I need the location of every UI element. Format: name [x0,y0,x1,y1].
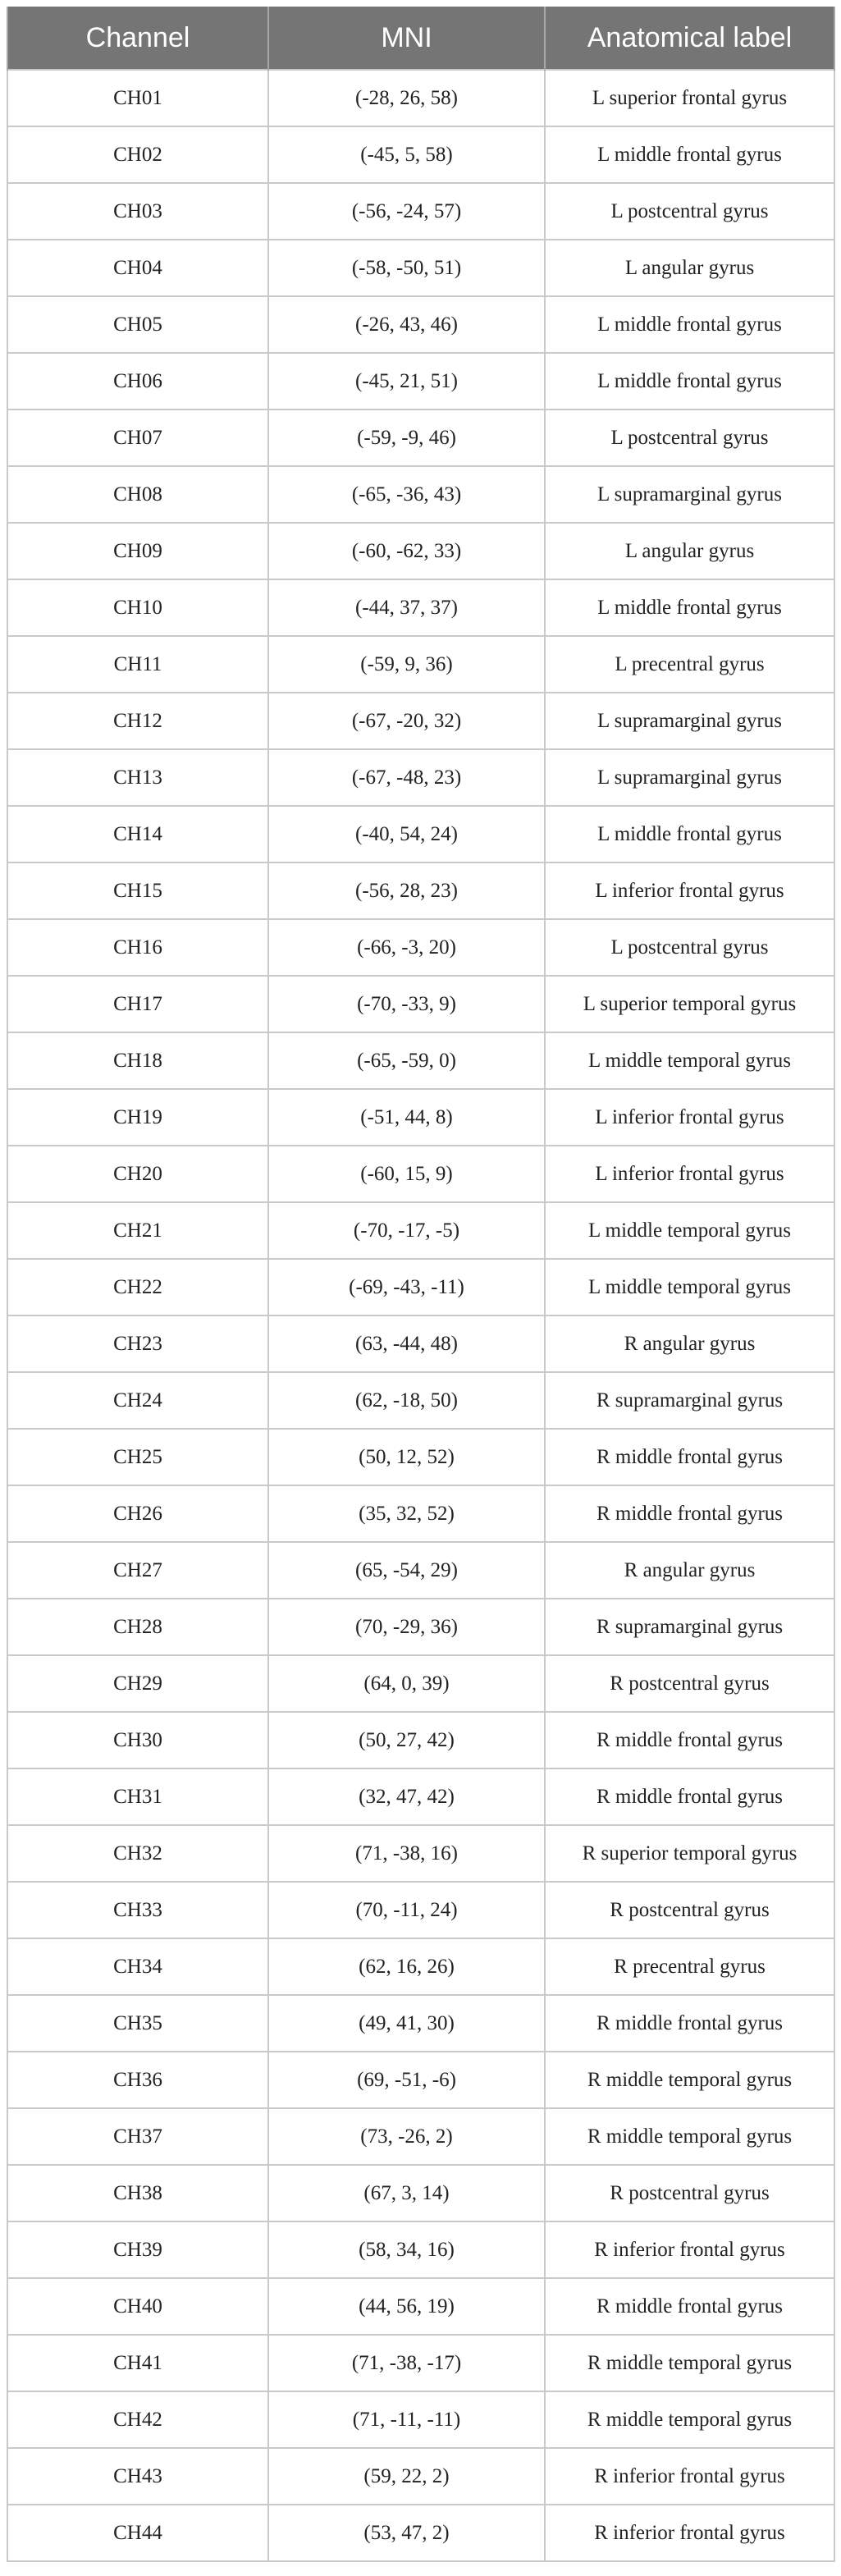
cell-mni: (-45, 5, 58) [268,126,545,183]
table-row [7,2278,834,2335]
table-row [7,1315,834,1372]
cell-mni: (-56, 28, 23) [268,862,545,919]
cell-channel: CH15 [7,862,268,919]
cell-channel: CH25 [7,1429,268,1485]
cell-anatomical-label: R middle frontal gyrus [545,1485,834,1542]
cell-mni: (63, -44, 48) [268,1315,545,1372]
cell-channel: CH39 [7,2221,268,2278]
table-row [7,1032,834,1089]
cell-anatomical-label: L angular gyrus [545,523,834,579]
cell-anatomical-label: L middle temporal gyrus [545,1202,834,1259]
table-row [7,1202,834,1259]
cell-channel: CH18 [7,1032,268,1089]
cell-channel: CH02 [7,126,268,183]
table-row [7,1372,834,1429]
cell-channel: CH38 [7,2165,268,2221]
table-row [7,2391,834,2448]
table-row [7,353,834,410]
cell-anatomical-label: R inferior frontal gyrus [545,2221,834,2278]
cell-mni: (-60, 15, 9) [268,1146,545,1202]
cell-mni: (-51, 44, 8) [268,1089,545,1146]
cell-channel: CH35 [7,1995,268,2052]
table-row [7,2221,834,2278]
cell-channel: CH26 [7,1485,268,1542]
cell-anatomical-label: L inferior frontal gyrus [545,1146,834,1202]
table-row [7,862,834,919]
table-row [7,2108,834,2165]
table-row [7,1768,834,1825]
cell-mni: (-44, 37, 37) [268,579,545,636]
table-body [7,70,834,2561]
cell-channel: CH37 [7,2108,268,2165]
table-row [7,523,834,579]
cell-anatomical-label: L postcentral gyrus [545,919,834,976]
cell-anatomical-label: R supramarginal gyrus [545,1372,834,1429]
cell-mni: (65, -54, 29) [268,1542,545,1599]
cell-anatomical-label: R middle frontal gyrus [545,1995,834,2052]
cell-channel: CH07 [7,410,268,466]
cell-mni: (67, 3, 14) [268,2165,545,2221]
table-row [7,126,834,183]
cell-channel: CH01 [7,70,268,126]
cell-mni: (70, -11, 24) [268,1882,545,1938]
cell-anatomical-label: L middle frontal gyrus [545,806,834,862]
cell-anatomical-label: R angular gyrus [545,1542,834,1599]
cell-mni: (-67, -48, 23) [268,749,545,806]
cell-channel: CH11 [7,636,268,693]
cell-anatomical-label: L inferior frontal gyrus [545,862,834,919]
table-row [7,1599,834,1655]
table-row [7,1429,834,1485]
cell-channel: CH36 [7,2052,268,2108]
cell-anatomical-label: L supramarginal gyrus [545,466,834,523]
cell-mni: (-67, -20, 32) [268,693,545,749]
cell-channel: CH22 [7,1259,268,1315]
table-row [7,70,834,126]
cell-anatomical-label: R middle frontal gyrus [545,2278,834,2335]
cell-channel: CH06 [7,353,268,410]
table-row [7,240,834,296]
cell-anatomical-label: L superior temporal gyrus [545,976,834,1032]
table-row [7,976,834,1032]
table-row [7,2052,834,2108]
cell-channel: CH16 [7,919,268,976]
cell-anatomical-label: R inferior frontal gyrus [545,2448,834,2505]
table-row [7,1825,834,1882]
cell-mni: (71, -38, -17) [268,2335,545,2391]
cell-anatomical-label: L supramarginal gyrus [545,749,834,806]
cell-anatomical-label: L postcentral gyrus [545,410,834,466]
table-row [7,2165,834,2221]
table-row [7,579,834,636]
cell-anatomical-label: L middle frontal gyrus [545,579,834,636]
channel-table [7,7,835,2562]
table-row [7,1995,834,2052]
cell-anatomical-label: R supramarginal gyrus [545,1599,834,1655]
cell-mni: (64, 0, 39) [268,1655,545,1712]
cell-anatomical-label: L precentral gyrus [545,636,834,693]
table-row [7,749,834,806]
cell-mni: (62, -18, 50) [268,1372,545,1429]
cell-channel: CH10 [7,579,268,636]
cell-channel: CH08 [7,466,268,523]
cell-anatomical-label: R superior temporal gyrus [545,1825,834,1882]
cell-mni: (-45, 21, 51) [268,353,545,410]
cell-anatomical-label: R middle temporal gyrus [545,2391,834,2448]
cell-anatomical-label: R middle frontal gyrus [545,1429,834,1485]
cell-mni: (73, -26, 2) [268,2108,545,2165]
cell-mni: (35, 32, 52) [268,1485,545,1542]
cell-anatomical-label: L middle temporal gyrus [545,1032,834,1089]
cell-anatomical-label: R middle frontal gyrus [545,1712,834,1768]
cell-anatomical-label: R precentral gyrus [545,1938,834,1995]
cell-mni: (70, -29, 36) [268,1599,545,1655]
table-row [7,410,834,466]
table-row [7,919,834,976]
cell-mni: (-65, -36, 43) [268,466,545,523]
cell-channel: CH09 [7,523,268,579]
table-row [7,1259,834,1315]
cell-mni: (62, 16, 26) [268,1938,545,1995]
cell-mni: (50, 27, 42) [268,1712,545,1768]
table-row [7,183,834,240]
cell-channel: CH30 [7,1712,268,1768]
cell-channel: CH14 [7,806,268,862]
table-row [7,2448,834,2505]
cell-mni: (58, 34, 16) [268,2221,545,2278]
cell-anatomical-label: R middle temporal gyrus [545,2335,834,2391]
table-row [7,1712,834,1768]
table-row [7,806,834,862]
cell-channel: CH19 [7,1089,268,1146]
cell-anatomical-label: R postcentral gyrus [545,2165,834,2221]
cell-channel: CH28 [7,1599,268,1655]
cell-channel: CH24 [7,1372,268,1429]
cell-anatomical-label: L superior frontal gyrus [545,70,834,126]
cell-channel: CH27 [7,1542,268,1599]
cell-mni: (-28, 26, 58) [268,70,545,126]
table-row [7,1485,834,1542]
header-mni: MNI [268,7,545,70]
cell-mni: (50, 12, 52) [268,1429,545,1485]
cell-anatomical-label: R middle temporal gyrus [545,2052,834,2108]
cell-mni: (-70, -17, -5) [268,1202,545,1259]
table-row [7,1882,834,1938]
table-row [7,2505,834,2561]
cell-mni: (-69, -43, -11) [268,1259,545,1315]
cell-anatomical-label: R middle temporal gyrus [545,2108,834,2165]
cell-anatomical-label: L supramarginal gyrus [545,693,834,749]
cell-channel: CH29 [7,1655,268,1712]
cell-channel: CH12 [7,693,268,749]
table-row [7,693,834,749]
cell-channel: CH17 [7,976,268,1032]
table-row [7,1655,834,1712]
cell-channel: CH34 [7,1938,268,1995]
table-row [7,636,834,693]
cell-mni: (-65, -59, 0) [268,1032,545,1089]
cell-mni: (53, 47, 2) [268,2505,545,2561]
cell-anatomical-label: L inferior frontal gyrus [545,1089,834,1146]
cell-channel: CH21 [7,1202,268,1259]
table-row [7,1089,834,1146]
cell-mni: (71, -38, 16) [268,1825,545,1882]
table-row [7,1146,834,1202]
cell-mni: (-60, -62, 33) [268,523,545,579]
cell-channel: CH41 [7,2335,268,2391]
cell-mni: (-66, -3, 20) [268,919,545,976]
cell-mni: (-26, 43, 46) [268,296,545,353]
table-row [7,466,834,523]
cell-channel: CH33 [7,1882,268,1938]
cell-mni: (32, 47, 42) [268,1768,545,1825]
cell-mni: (44, 56, 19) [268,2278,545,2335]
cell-anatomical-label: L angular gyrus [545,240,834,296]
cell-mni: (-58, -50, 51) [268,240,545,296]
cell-mni: (69, -51, -6) [268,2052,545,2108]
table-header [7,7,834,70]
cell-mni: (49, 41, 30) [268,1995,545,2052]
table-row [7,296,834,353]
cell-mni: (-59, -9, 46) [268,410,545,466]
table-row [7,1938,834,1995]
cell-channel: CH42 [7,2391,268,2448]
header-anatomical-label: Anatomical label [545,7,834,70]
cell-channel: CH20 [7,1146,268,1202]
cell-channel: CH44 [7,2505,268,2561]
cell-anatomical-label: L middle frontal gyrus [545,296,834,353]
cell-mni: (59, 22, 2) [268,2448,545,2505]
header-row [7,7,834,70]
table-row [7,1542,834,1599]
cell-mni: (-40, 54, 24) [268,806,545,862]
cell-anatomical-label: R postcentral gyrus [545,1655,834,1712]
header-channel: Channel [7,7,268,70]
cell-channel: CH03 [7,183,268,240]
cell-anatomical-label: R middle frontal gyrus [545,1768,834,1825]
cell-anatomical-label: L middle temporal gyrus [545,1259,834,1315]
cell-anatomical-label: L middle frontal gyrus [545,353,834,410]
cell-channel: CH23 [7,1315,268,1372]
cell-channel: CH32 [7,1825,268,1882]
cell-mni: (-70, -33, 9) [268,976,545,1032]
cell-anatomical-label: R angular gyrus [545,1315,834,1372]
cell-channel: CH04 [7,240,268,296]
cell-channel: CH05 [7,296,268,353]
cell-anatomical-label: L middle frontal gyrus [545,126,834,183]
cell-mni: (-59, 9, 36) [268,636,545,693]
table-row [7,2335,834,2391]
cell-channel: CH43 [7,2448,268,2505]
cell-channel: CH40 [7,2278,268,2335]
cell-mni: (-56, -24, 57) [268,183,545,240]
cell-anatomical-label: R postcentral gyrus [545,1882,834,1938]
cell-channel: CH13 [7,749,268,806]
cell-channel: CH31 [7,1768,268,1825]
cell-anatomical-label: R inferior frontal gyrus [545,2505,834,2561]
cell-anatomical-label: L postcentral gyrus [545,183,834,240]
cell-mni: (71, -11, -11) [268,2391,545,2448]
